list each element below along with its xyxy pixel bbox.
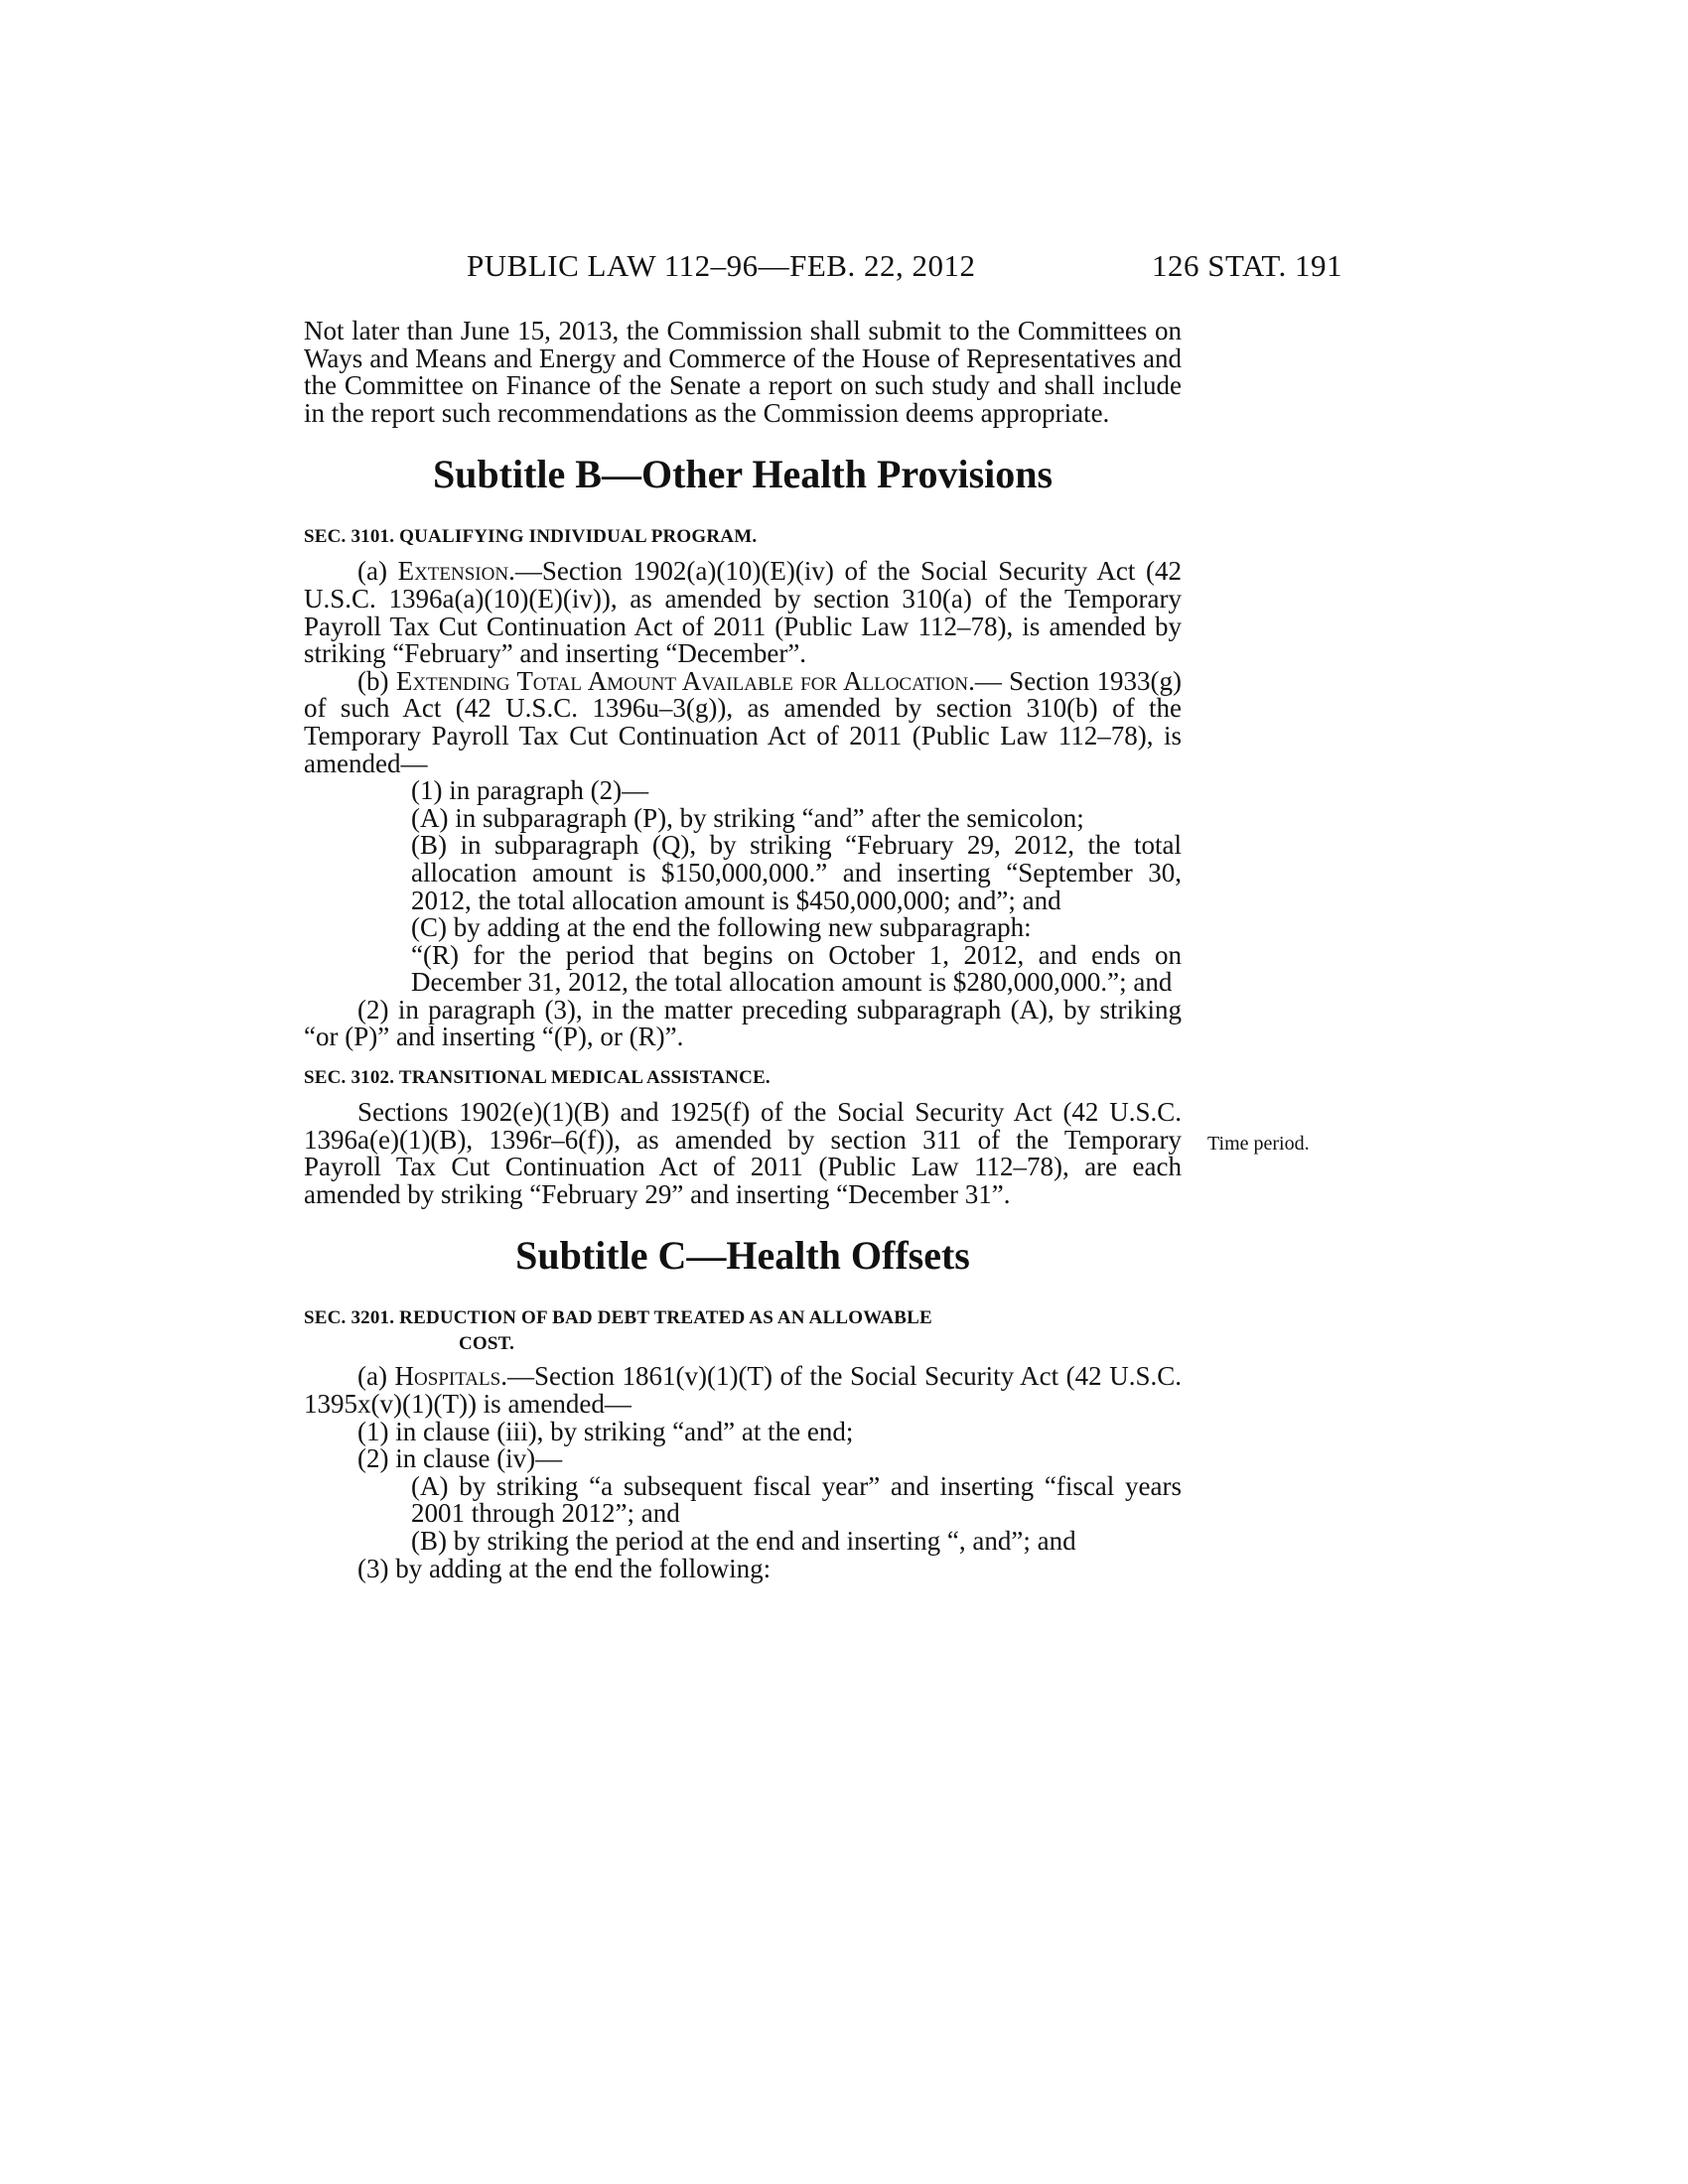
hospitals-paragraph-1: (1) in clause (iii), by striking “and” at the end; <box>357 1416 854 1446</box>
subtitle-b-heading: Subtitle B—Other Health Provisions <box>432 452 1054 497</box>
margin-note-time-period: Time period. <box>1207 1133 1310 1155</box>
hospitals-subparagraph-2B: (B) by striking the period at the end and inserting “, and”; and <box>411 1526 1076 1556</box>
subsection-text: .—Section 1902(a)(10)(E)(iv) of the Social Security Act (42 U.S.C. 1396a(a)(10)(E)(iv)), as amended by section 310(a) of the Temporary Payroll Tax Cut Continuation Act of 2011 (Public Law 112–78), is amended by striking “February” and inserting “December”. <box>304 556 1182 669</box>
section-3201-heading <box>304 1305 1182 1357</box>
subsection-text: .—Section 1861(v)(1)(T) of the Social Security Act (42 U.S.C. 1395x(v)(1)(T)) is amended— <box>304 1361 1182 1420</box>
subparagraph-1C: (C) by adding at the end the following new subparagraph: <box>411 912 1032 943</box>
subsection-text: .— Section 1933(g) of such Act (42 U.S.C. 1396u–3(g)), as amended by section 310(b) of the Temporary Payroll Tax Cut Continuation Act of 2011 (Public Law 112–78), is amended— <box>304 665 1182 778</box>
section-3102-heading: SEC. 3102. TRANSITIONAL MEDICAL ASSISTANCE. <box>304 1067 771 1089</box>
section-3201-heading-line-2: COST. <box>459 1333 515 1355</box>
subsection-caption: Extension <box>397 556 509 587</box>
subsection-caption: Hospitals <box>394 1361 501 1392</box>
section-3201-subsection-a <box>304 1363 1182 1418</box>
subparagraph-1A: (A) in subparagraph (P), by striking “and” after the semicolon; <box>411 802 1084 833</box>
subsection-number: (a) <box>357 556 398 587</box>
intro-paragraph: Not later than June 15, 2013, the Commission shall submit to the Committees on Ways and Means and Energy and Commerce of the House of Representatives and the Committee on Finance of the Senate a report on such study and shall include in the report such recommendations as the Commission deems appropriate. <box>304 316 1182 428</box>
section-3201-heading-line-1: SEC. 3201. REDUCTION OF BAD DEBT TREATED AS AN ALLOWABLE <box>304 1307 932 1329</box>
subsection-number: (a) <box>357 1361 395 1392</box>
subtitle-c-heading: Subtitle C—Health Offsets <box>515 1233 970 1279</box>
running-header-title: PUBLIC LAW 112–96—FEB. 22, 2012 <box>467 248 976 283</box>
running-header-page-number: 126 STAT. 191 <box>1152 248 1343 283</box>
statute-body <box>304 318 1182 1582</box>
subsection-caption: Extending Total Amount Available for Allocation <box>395 665 969 696</box>
hospitals-paragraph-2: (2) in clause (iv)— <box>357 1443 563 1474</box>
hospitals-subparagraph-2A: (A) by striking “a subsequent fiscal year” and inserting “fiscal years 2001 through 2012”; and <box>411 1470 1182 1529</box>
paragraph-1: (1) in paragraph (2)— <box>411 775 649 806</box>
section-3101-subsection-a <box>304 558 1182 667</box>
subparagraph-1B: (B) in subparagraph (Q), by striking “February 29, 2012, the total allocation amount is $150,000,000.” and inserting “September 30, 2012, the total allocation amount is $450,000,000; and”; and <box>411 830 1182 915</box>
section-3101-heading: SEC. 3101. QUALIFYING INDIVIDUAL PROGRAM. <box>304 526 758 548</box>
hospitals-paragraph-3: (3) by adding at the end the following: <box>357 1553 772 1583</box>
new-subparagraph-R: “(R) for the period that begins on October 1, 2012, and ends on December 31, 2012, the total allocation amount is $280,000,000.”; and <box>411 939 1182 998</box>
section-3101-subsection-b <box>304 665 1182 778</box>
paragraph-2: (2) in paragraph (3), in the matter preceding subparagraph (A), by striking “or (P)” and inserting “(P), or (R)”. <box>304 994 1182 1052</box>
section-3102-text: Sections 1902(e)(1)(B) and 1925(f) of the Social Security Act (42 U.S.C. 1396a(e)(1)(B), 1396r–6(f)), as amended by section 311 of the Temporary Payroll Tax Cut Continuation Act of 2011 (Public Law 112–78), are each amended by striking “February 29” and inserting “December 31”. <box>304 1097 1182 1209</box>
subsection-number: (b) <box>357 665 396 696</box>
